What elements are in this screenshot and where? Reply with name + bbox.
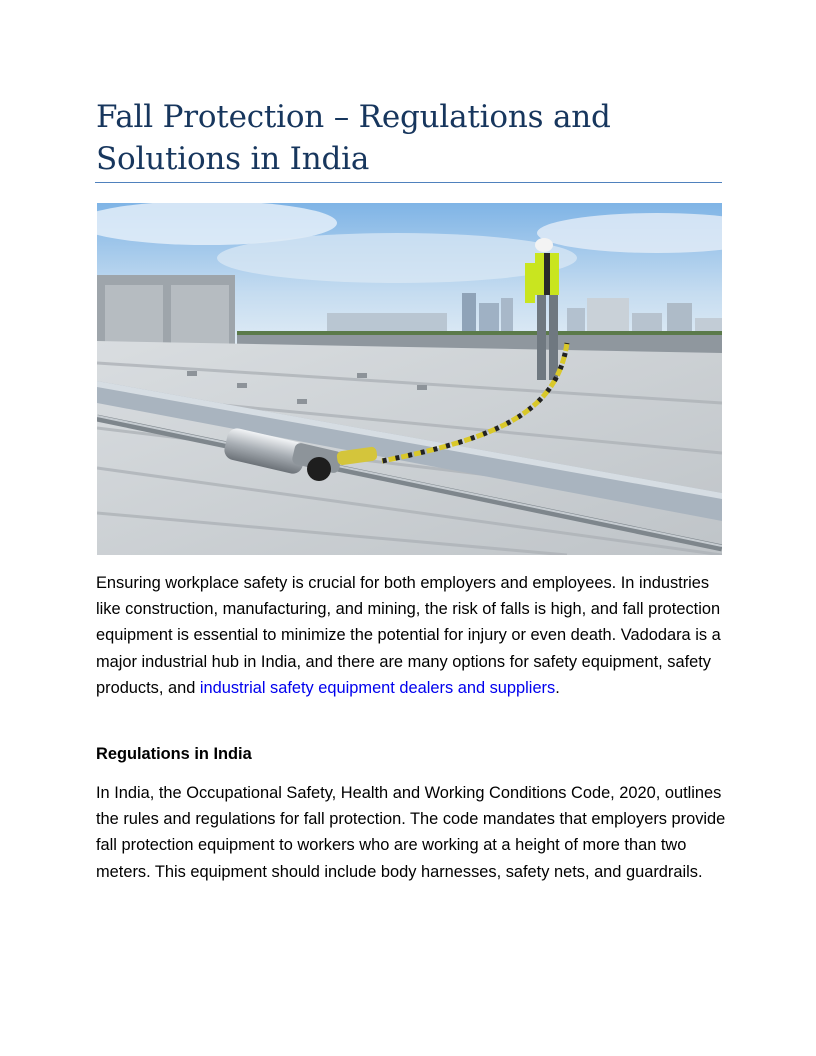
safety-equipment-dealers-link[interactable]: industrial safety equipment dealers and suppliers [199,678,556,697]
title-divider [95,182,722,183]
section-heading: Regulations in India [96,745,252,763]
intro-text-end: . [555,678,560,697]
rooftop-fall-protection-photo [97,203,722,555]
page-title: Fall Protection – Regulations and Solutions in India [96,99,611,177]
intro-text: Ensuring workplace safety is crucial for both employers and employees. In industries like construction, manufacturing, and mining, the risk of falls is high, and fall protection equipment is essential to minimize the potential for injury or even death. Vadodara is a major industrial hub in India, and there are many options for safety equipment, safety products, and [96,574,721,697]
regulations-paragraph: In India, the Occupational Safety, Health and Working Conditions Code, 2020, outlines the rules and regulations for fall protection. The code mandates that employers provide fall protection equipment to workers who are working at a height of more than two meters. This equipment should include body harnesses, safety nets, and guardrails. [96,784,726,881]
intro-paragraph [96,570,726,701]
